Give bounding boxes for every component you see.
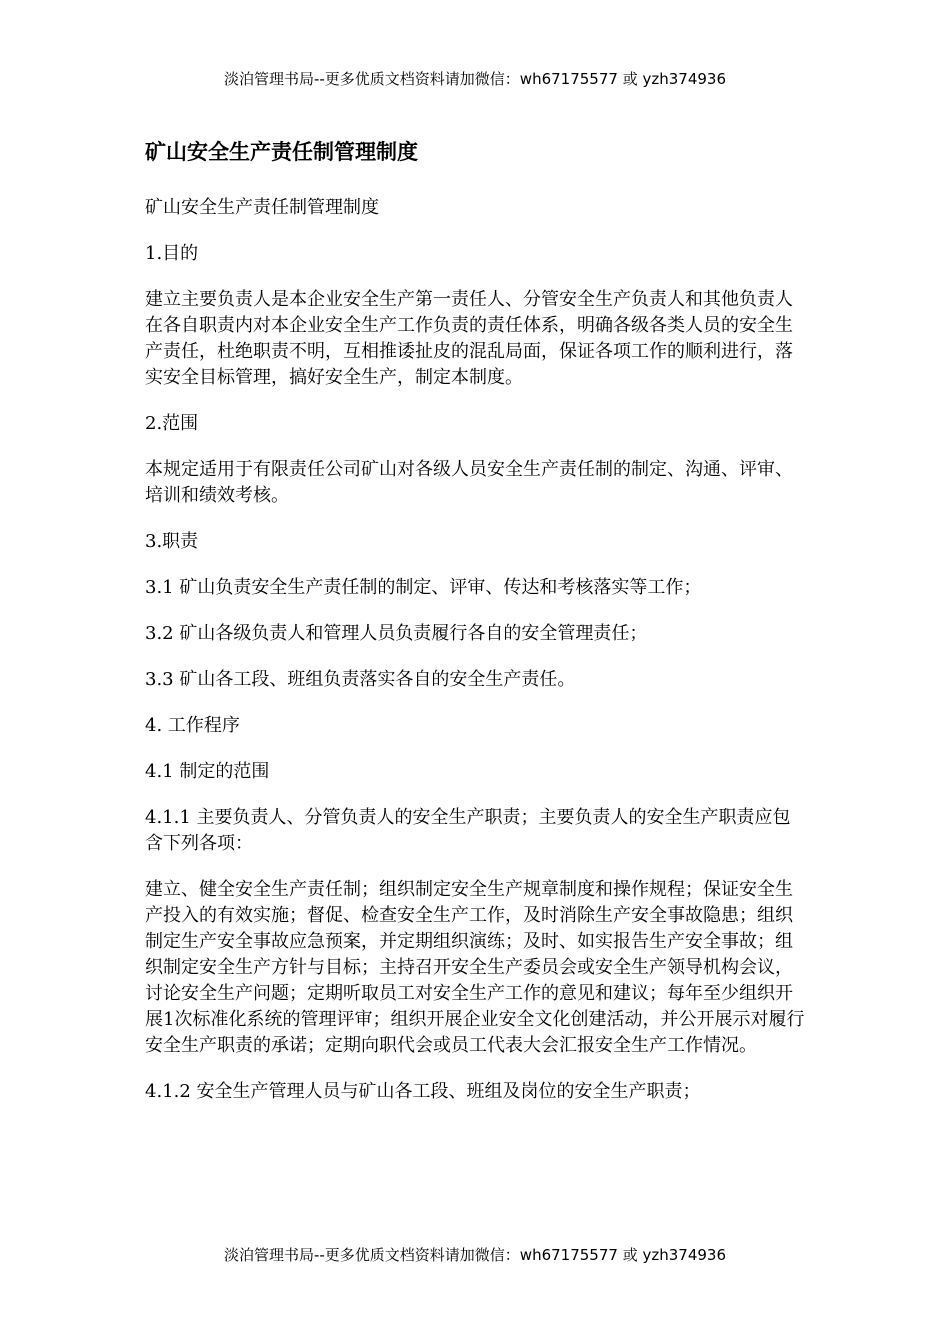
paragraph-4-1-2: 4.1.2 安全生产管理人员与矿山各工段、班组及岗位的安全生产职责； bbox=[145, 1081, 701, 1102]
paragraph-duty-3-3: 3.3 矿山各工段、班组负责落实各自的安全生产责任。 bbox=[145, 669, 576, 690]
section-heading-procedure: 4. 工作程序 bbox=[145, 715, 240, 736]
paragraph-scope: 本规定适用于有限责任公司矿山对各级人员安全生产责任制的制定、沟通、评审、培训和绩效考核。 bbox=[145, 459, 793, 506]
paragraph-duty-3-2: 3.2 矿山各级负责人和管理人员负责履行各自的安全管理责任； bbox=[145, 623, 648, 644]
document-title: 矿山安全生产责任制管理制度 bbox=[145, 140, 418, 164]
paragraph-subtitle: 矿山安全生产责任制管理制度 bbox=[145, 197, 379, 218]
section-heading-purpose: 1.目的 bbox=[145, 243, 199, 264]
section-heading-duties: 3.职责 bbox=[145, 531, 199, 552]
paragraph-4-1-1: 4.1.1 主要负责人、分管负责人的安全生产职责；主要负责人的安全生产职责应包含下列各项： bbox=[145, 807, 791, 854]
document-body bbox=[145, 137, 805, 1125]
paragraph-purpose: 建立主要负责人是本企业安全生产第一责任人、分管安全生产负责人和其他负责人在各自职责内对本企业安全生产工作负责的责任体系，明确各级各类人员的安全生产责任，杜绝职责不明，互相推诿扯皮的混乱局面，保证各项工作的顺利进行，落实安全目标管理，搞好安全生产，制定本制度。 bbox=[145, 289, 793, 388]
paragraph-duty-3-1: 3.1 矿山负责安全生产责任制的制定、评审、传达和考核落实等工作； bbox=[145, 577, 702, 598]
subsection-heading-4-1: 4.1 制定的范围 bbox=[145, 761, 270, 782]
page-header: 淡泊管理书局--更多优质文档资料请加微信：wh67175577 或 yzh374936 bbox=[223, 70, 726, 88]
paragraph-leader-duties: 建立、健全安全生产责任制；组织制定安全生产规章制度和操作规程；保证安全生产投入的有效实施；督促、检查安全生产工作，及时消除生产安全事故隐患；组织制定生产安全事故应急预案，并定期组织演练；及时、如实报告生产安全事故；组织制定安全生产方针与目标；主持召开安全生产委员会或安全生产领导机构会议，讨论安全生产问题；定期听取员工对安全生产工作的意见和建议；每年至少组织开展1次标准化系统的管理评审；组织开展企业安全文化创建活动，并公开展示对履行安全生产职责的承诺；定期向职代会或员工代表大会汇报安全生产工作情况。 bbox=[145, 879, 805, 1056]
section-heading-scope: 2.范围 bbox=[145, 413, 199, 434]
page-footer: 淡泊管理书局--更多优质文档资料请加微信：wh67175577 或 yzh374936 bbox=[223, 1246, 726, 1264]
